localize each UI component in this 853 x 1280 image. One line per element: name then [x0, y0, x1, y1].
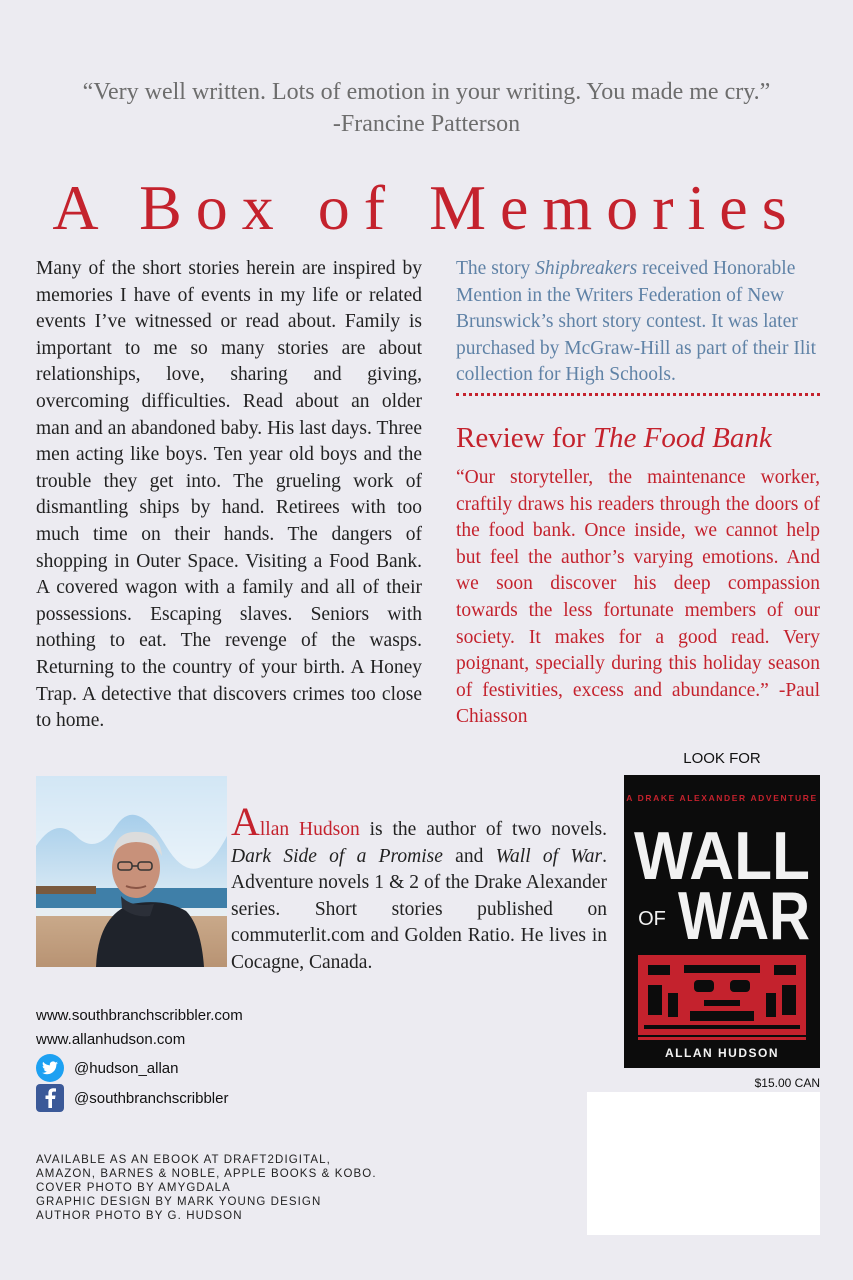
bio-text-1: is the author of two novels.	[359, 819, 607, 840]
book-cover-wall-of-war	[624, 775, 820, 1068]
book-title: A Box of Memories	[52, 172, 801, 243]
price-label: $15.00 CAN	[754, 1076, 820, 1090]
facebook-icon	[36, 1084, 64, 1112]
cover-series: A DRAKE ALEXANDER ADVENTURE	[626, 793, 818, 803]
bio-dropcap: A	[231, 799, 260, 844]
testimonial-quote	[0, 76, 853, 140]
quote-text: “Very well written. Lots of emotion in your writing. You made me cry.”	[82, 79, 771, 105]
award-suffix: received Honorable Mention in the Writers Federation of New Brunswick’s short story contest. It was later purchased by McGraw-Hill as part of their Ilit collection for High Schools.	[456, 258, 817, 386]
review-heading	[456, 422, 772, 455]
cover-author: ALLAN HUDSON	[665, 1046, 779, 1060]
dotted-divider	[456, 393, 820, 408]
credit-line: AMAZON, BARNES & NOBLE, APPLE BOOKS & KOBO.	[36, 1168, 377, 1180]
review-heading-title: The Food Bank	[592, 422, 772, 454]
website-link-1[interactable]: www.southbranchscribbler.com	[36, 1007, 243, 1024]
cover-title-bottom: WAR	[678, 878, 810, 954]
credit-line: AVAILABLE AS AN EBOOK AT DRAFT2DIGITAL,	[36, 1154, 331, 1166]
barcode-area	[587, 1092, 820, 1235]
cover-title-top: WALL	[634, 818, 810, 894]
credit-line: GRAPHIC DESIGN BY MARK YOUNG DESIGN	[36, 1196, 322, 1208]
website-link-2[interactable]: www.allanhudson.com	[36, 1031, 186, 1048]
bio-text-3: . Adventure novels 1 & 2 of the Drake Alexander series. Short stories published on commuterlit.com and Golden Ratio. He lives in Cocagne, Canada.	[231, 845, 607, 973]
bio-author-name: llan Hudson	[259, 819, 360, 840]
credits	[36, 1153, 377, 1223]
look-for-label: LOOK FOR	[683, 750, 761, 767]
facebook-handle-row[interactable]	[36, 1084, 228, 1112]
quote-author: -Francine Patterson	[332, 111, 521, 137]
author-photo	[36, 776, 227, 967]
bio-book-1: Dark Side of a Promise	[231, 845, 443, 867]
cover-title-of: OF	[638, 908, 666, 930]
award-note	[456, 256, 820, 389]
facebook-handle: @southbranchscribbler	[74, 1089, 229, 1107]
bio-text-2: and	[442, 845, 496, 867]
website-links	[36, 1004, 243, 1052]
review-body: “Our storyteller, the maintenance worker, craftily draws his readers through the doors of the food bank. Once inside, we cannot help but feel the author’s varying emotions. And we soon discover his deep compassion towards the less fortunate members of our society. It makes for a good read. Very poignant, specially during this holiday season of festivities, excess and abundance.” -Paul Chiasson	[456, 467, 820, 728]
book-description: Many of the short stories herein are inspired by memories I have of events in my life or related events I’ve witnessed or read about. Family is important to me so many stories are about relationships, love, sharing and giving, overcoming difficulties. Read about an older man and an abandoned baby. His last days. Three men acting like boys. Ten year old boys and the trouble they get into. The grueling work of dismantling ships by hand. Retirees with too much time on their hands. The dangers of shopping in Outer Space. Visiting a Food Bank. A covered wagon with a family and all of their possessions. Escaping slaves. Seniors with nothing to eat. The revenge of the wasps. Returning to the country of your birth. A Honey Trap. A detective that discovers crimes too close to home.	[36, 258, 422, 732]
author-bio	[231, 799, 607, 977]
credit-line: AUTHOR PHOTO BY G. HUDSON	[36, 1210, 243, 1222]
twitter-handle-row[interactable]	[36, 1054, 178, 1082]
award-story-title: Shipbreakers	[535, 258, 638, 279]
credit-line: COVER PHOTO BY AMYGDALA	[36, 1182, 231, 1194]
twitter-handle: @hudson_allan	[74, 1059, 179, 1077]
twitter-icon	[36, 1054, 64, 1082]
bio-book-2: Wall of War	[495, 845, 603, 867]
review-heading-prefix: Review for	[456, 422, 593, 454]
award-prefix: The story	[456, 258, 536, 279]
